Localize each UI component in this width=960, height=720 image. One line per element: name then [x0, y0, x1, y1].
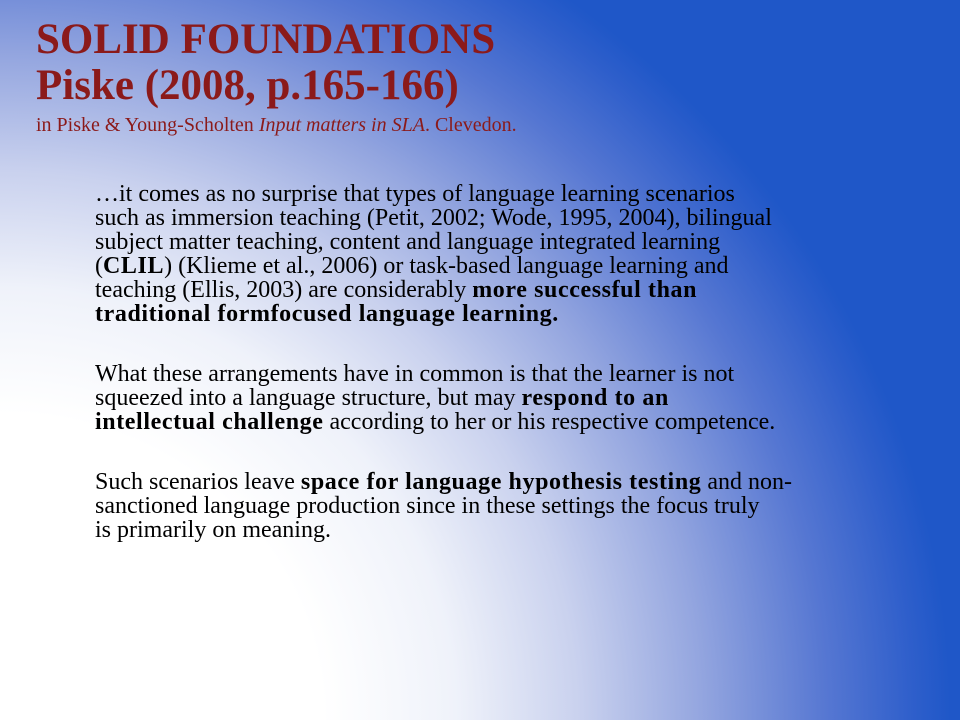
- text-line: [95, 518, 935, 542]
- emphasis-text: intellectual challenge: [95, 409, 324, 435]
- text-line: [95, 362, 935, 386]
- quote-paragraph: [95, 182, 935, 326]
- text-run: …it comes as no surprise that types of language learning scenarios: [95, 181, 735, 207]
- text-line: [95, 254, 935, 278]
- quote-paragraph: [95, 470, 935, 542]
- text-line: [95, 206, 935, 230]
- text-run: subject matter teaching, content and language integrated learning: [95, 229, 721, 255]
- text-line: [95, 302, 935, 326]
- emphasis-text: respond to an: [521, 385, 669, 411]
- title-line: Piske (2008, p.165-166): [36, 62, 459, 109]
- text-run: sanctioned language production since in these settings the focus truly: [95, 493, 760, 519]
- text-line: [95, 230, 935, 254]
- text-run: Such scenarios leave: [95, 469, 301, 495]
- text-line: [95, 278, 935, 302]
- text-line: [95, 494, 935, 518]
- emphasis-text: traditional formfocused language learning.: [95, 301, 559, 327]
- text-run: according to her or his respective competence.: [323, 409, 776, 435]
- text-run: teaching (Ellis, 2003) are considerably: [95, 277, 473, 303]
- text-run: and non-: [701, 469, 793, 495]
- quote-paragraph: [95, 362, 935, 434]
- source-prefix: in Piske & Young-Scholten: [36, 114, 259, 136]
- text-run: What these arrangements have in common is that the learner is not: [95, 361, 735, 387]
- quote-body: [95, 182, 935, 578]
- source-citation: [36, 113, 517, 137]
- emphasis-text: more successful than: [472, 277, 698, 303]
- text-run: is primarily on meaning.: [95, 517, 331, 543]
- text-run: (: [95, 253, 103, 279]
- text-line: [95, 470, 935, 494]
- title-line: SOLID FOUNDATIONS: [36, 16, 496, 63]
- text-run: such as immersion teaching (Petit, 2002; Wode, 1995, 2004), bilingual: [95, 205, 772, 231]
- emphasis-text: CLIL: [103, 253, 165, 279]
- text-run: squeezed into a language structure, but may: [95, 385, 522, 411]
- text-line: [95, 386, 935, 410]
- text-line: [95, 410, 935, 434]
- text-line: [95, 182, 935, 206]
- book-title: Input matters in SLA: [258, 114, 425, 136]
- text-run: ) (Klieme et al., 2006) or task-based language learning and: [164, 253, 729, 279]
- emphasis-text: space for language hypothesis testing: [300, 469, 702, 495]
- slide-title: [36, 17, 495, 109]
- source-suffix: . Clevedon.: [424, 114, 517, 136]
